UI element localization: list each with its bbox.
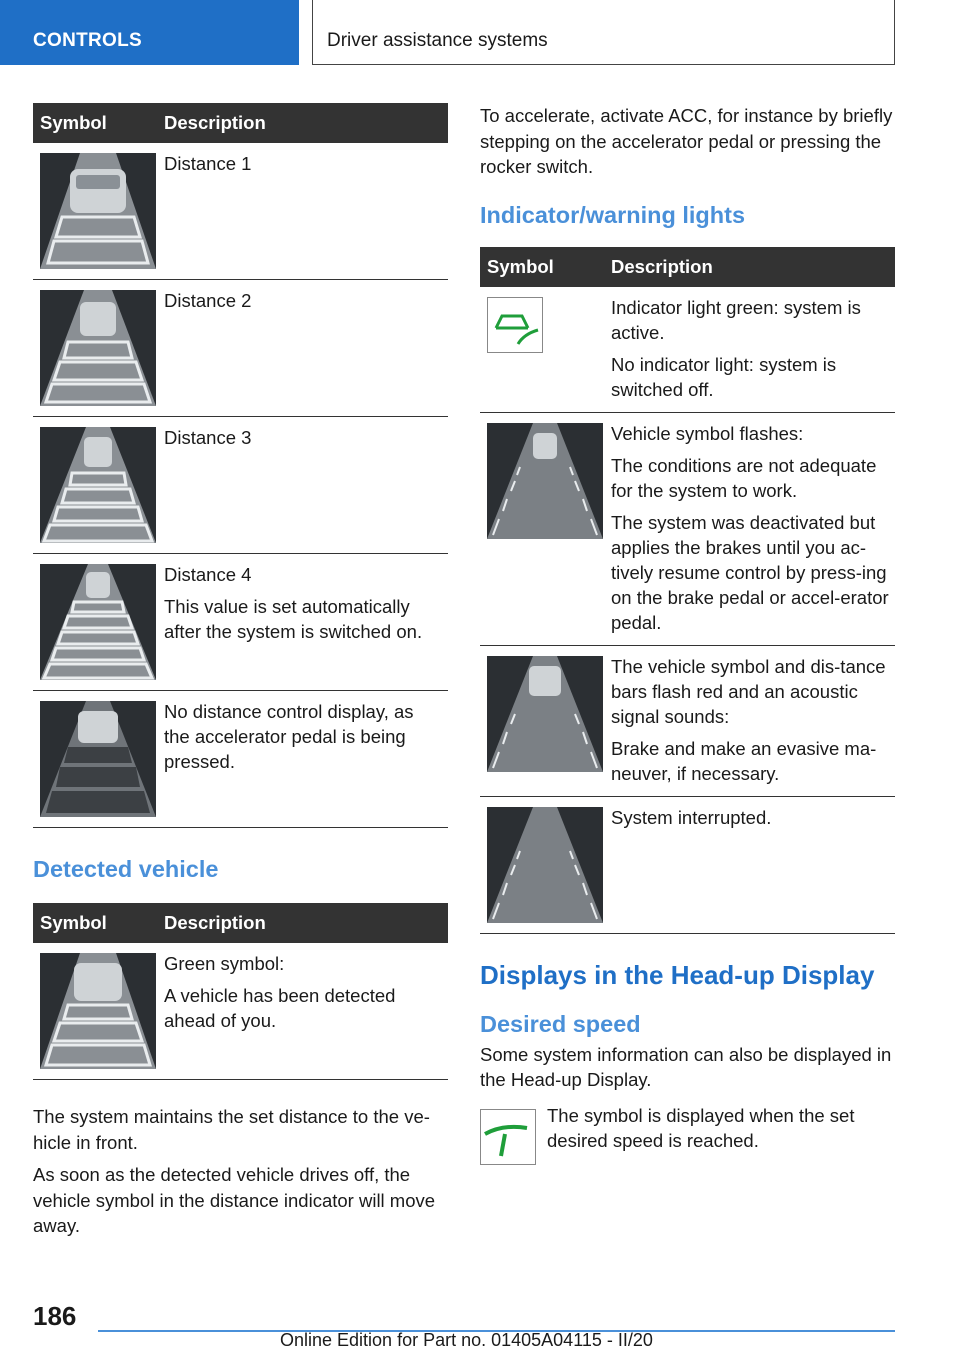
description-text: Brake and make an evasive ma‐neuver, if necessary. — [611, 737, 877, 784]
edition-text: Online Edition for Part no. 01405A04115 - II/20 — [280, 1330, 653, 1350]
description-text: Vehicle symbol flashes: — [611, 422, 804, 444]
table-row — [33, 943, 448, 1080]
paragraph: The system maintains the set distance to the ve‐hicle in front. — [33, 1106, 430, 1153]
description-text: No distance control display, as the accelerator pedal is being pressed. — [164, 701, 414, 772]
description-text: Green symbol: — [164, 953, 285, 974]
description-text: Indicator light green: system is active. — [611, 296, 861, 343]
detected-vehicle-table — [33, 903, 448, 1080]
distance-4-icon — [40, 564, 156, 680]
section-heading-hud: Displays in the Head-up Display — [480, 959, 875, 990]
table-row — [480, 412, 895, 645]
description-text: The vehicle symbol and dis‐tance bars flash red and an acoustic signal sounds: — [611, 655, 886, 727]
description-text: This value is set automatically after the system is switched on. — [164, 596, 423, 642]
paragraph: As soon as the detected vehicle drives off, the vehicle symbol in the distance indicator will move away. — [33, 1164, 436, 1236]
description-text: No indicator light: system is switched off. — [611, 353, 837, 400]
indicator-table — [480, 247, 895, 934]
column-header-description: Description — [157, 103, 448, 143]
hud-symbol-text: The symbol is displayed when the set desired speed is reached. — [547, 1104, 855, 1151]
distance-1-icon — [40, 153, 156, 269]
section-tab[interactable]: CONTROLS — [0, 0, 299, 65]
hud-symbol-row — [480, 1103, 895, 1163]
column-header-symbol: Symbol — [33, 903, 157, 943]
red-warning-icon — [487, 656, 603, 772]
table-row — [480, 796, 895, 933]
section-heading-indicator-lights: Indicator/warning lights — [480, 201, 746, 228]
column-header-description: Description — [604, 247, 895, 287]
distance-3-icon — [40, 427, 156, 543]
description-text: The system was deactivated but applies the brakes until you ac‐tively resume control by press‐ing on the brake pedal or accel‐erator pedal. — [611, 511, 889, 633]
page-number: 186 — [33, 1301, 77, 1331]
paragraph: Some system information can also be displayed in the Head-up Display. — [480, 1043, 892, 1090]
description-text: Distance 2 — [164, 290, 252, 311]
table-row — [33, 143, 448, 280]
table-row — [33, 417, 448, 554]
right-column — [480, 103, 895, 1163]
column-header-symbol: Symbol — [33, 103, 157, 143]
table-row — [480, 645, 895, 796]
table-row — [33, 554, 448, 691]
system-interrupted-icon — [487, 807, 603, 923]
table-row — [480, 287, 895, 413]
description-text: Distance 1 — [164, 153, 252, 174]
page-title: Driver assistance systems — [312, 0, 895, 65]
subsection-heading-desired-speed: Desired speed — [480, 1010, 641, 1037]
no-distance-icon — [40, 701, 156, 817]
section-heading-detected-vehicle: Detected vehicle — [33, 856, 219, 882]
left-column — [33, 103, 448, 1239]
table-row — [33, 691, 448, 828]
detected-vehicle-icon — [40, 953, 156, 1069]
column-header-symbol: Symbol — [480, 247, 604, 287]
vehicle-flash-icon — [487, 423, 603, 539]
distance-table — [33, 103, 448, 828]
distance-2-icon — [40, 290, 156, 406]
description-text: Distance 4 — [164, 564, 252, 585]
description-text: The conditions are not adequate for the system to work. — [611, 454, 877, 501]
description-text: Distance 3 — [164, 427, 252, 448]
column-header-description: Description — [157, 903, 448, 943]
table-row — [33, 280, 448, 417]
description-text: A vehicle has been detected ahead of you. — [164, 985, 396, 1031]
description-text: System interrupted. — [611, 806, 772, 828]
acc-indicator-light-icon — [487, 297, 543, 353]
paragraph: To accelerate, activate ACC, for instance by briefly stepping on the accelerator pedal or pressing the rocker switch. — [480, 105, 893, 177]
desired-speed-icon — [480, 1109, 536, 1165]
